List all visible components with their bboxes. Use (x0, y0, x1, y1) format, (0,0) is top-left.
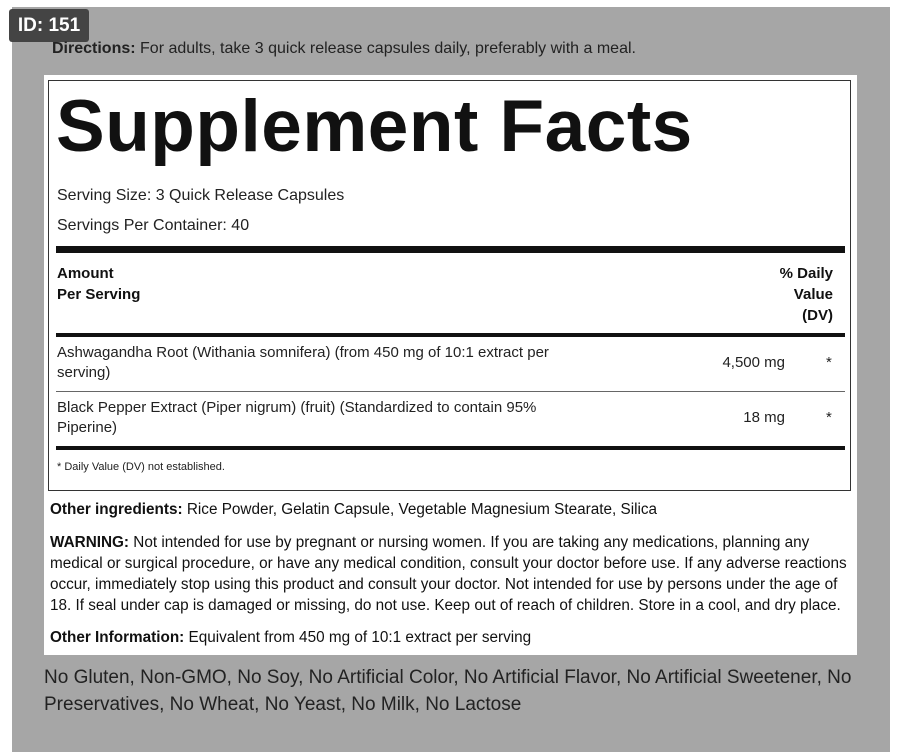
other-information (50, 627, 850, 648)
right-page-margin (890, 0, 900, 752)
supplement-facts-title: Supplement Facts (56, 86, 693, 167)
amount-per-serving-header (57, 263, 140, 305)
warning-label: WARNING: (50, 534, 130, 551)
amount-header-line1: Amount (57, 265, 114, 282)
other-information-text: Equivalent from 450 mg of 10:1 extract per serving (184, 629, 532, 646)
directions-body: For adults, take 3 quick release capsules daily, preferably with a meal. (135, 40, 636, 57)
id-badge: ID: 151 (9, 9, 89, 42)
dv-header-line3: (DV) (802, 307, 833, 324)
other-ingredients (50, 499, 850, 520)
medium-rule (56, 333, 845, 337)
left-page-margin (0, 0, 12, 752)
ingredient-name: Black Pepper Extract (Piper nigrum) (fruit) (Standardized to contain 95% Piperine) (57, 399, 537, 436)
dv-header-line2: Value (793, 286, 833, 303)
ingredient-dv: * (826, 354, 832, 371)
dv-header-line1: % Daily (779, 265, 833, 282)
daily-value-header (780, 263, 833, 326)
warning-text: Not intended for use by pregnant or nursing women. If you are taking any medications, planning any medical or surgical procedure, or have any medical condition, consult your doctor before use. If any adverse reactions occur, immediately stop using this product and consult your doctor. Not intended for use by persons under the age of 18. If seal under cap is damaged or missing, do not use. Keep out of reach of children. Store in a cool, and dry place. (50, 534, 847, 614)
directions-label: Directions: (52, 40, 136, 57)
other-ingredients-text: Rice Powder, Gelatin Capsule, Vegetable Magnesium Stearate, Silica (182, 501, 658, 518)
serving-size: Serving Size: 3 Quick Release Capsules (57, 187, 345, 204)
row-divider (56, 391, 845, 392)
amount-header-line2: Per Serving (57, 286, 141, 303)
directions-text (52, 40, 636, 58)
free-from-claims: No Gluten, Non-GMO, No Soy, No Artificial Color, No Artificial Flavor, No Artificial Sweetener, No Preservatives, No Wheat, No Yeast, No Milk, No Lactose (44, 667, 852, 715)
other-ingredients-label: Other ingredients: (50, 501, 183, 518)
thick-rule-bottom (56, 446, 845, 450)
ingredient-dv: * (826, 409, 832, 426)
ingredient-name: Ashwagandha Root (Withania somnifera) (from 450 mg of 10:1 extract per serving) (57, 344, 549, 381)
thick-rule-top (56, 246, 845, 253)
ingredient-amount: 18 mg (743, 409, 785, 426)
other-information-label: Other Information: (50, 629, 185, 646)
ingredient-amount: 4,500 mg (722, 354, 785, 371)
servings-per-container: Servings Per Container: 40 (57, 217, 250, 234)
daily-value-footnote: * Daily Value (DV) not established. (57, 461, 225, 473)
warning-paragraph (50, 532, 850, 616)
